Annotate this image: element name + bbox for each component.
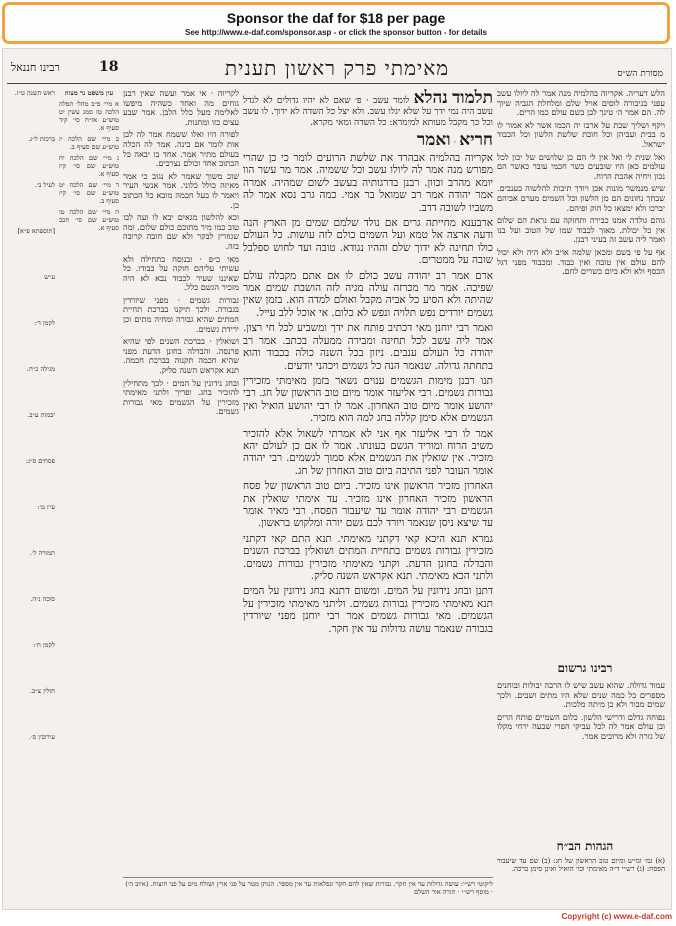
- rabbenu-gershom-title: רבינו גרשום: [557, 661, 613, 675]
- margin-ref: לעיל ב׳.: [34, 181, 55, 189]
- gemara-intro: [243, 89, 493, 128]
- margin-ref: חולין צ״ב.: [29, 687, 55, 695]
- ein-mishpat-entry: ד מיי׳ שם הלכה יט טוש״ע שם סי׳ קיז סעיף ב.: [59, 181, 119, 205]
- margin-ref: ברכות ל״ג.: [28, 135, 55, 143]
- running-head-rabbenu-chananel: רבינו חננאל: [11, 61, 60, 74]
- tosafot-paragraph: ובחג נידונין על המים · לכך מתחילין להזכיר בחג. ופריך ולתני מאימתי מזכירין על הגשמים מאי גבורות גשמים.: [123, 377, 239, 417]
- margin-ref: [תוספתא פ״א]: [17, 227, 55, 235]
- gemara-paragraph: ואמר רבי יוחנן מאי דכתיב פותח את ידך ומשביע לכל חי רצון. אמר ליה עשב לכל תחינה ומבירה ממעלה בכתב. אמר רב יהודה כל העולם ענבים. ניזון בכל השנה כולה בכבוד והוא בתחתה גדולה. שנאמר הנה כל גשמים ויכהני יודעים.: [243, 322, 493, 372]
- margin-ref: תמורה ל׳.: [29, 549, 55, 557]
- copyright-notice[interactable]: Copyright (c) www.e-daf.com: [561, 912, 672, 921]
- gemara-paragraph: ארבענא מחייתה גרים אם נולד שלמם שמים מן הארץ הנה ודעה ארצה אל טמא ועל השמים כולם לזה עושות. כל העולם כולו תחינה לא ידוך שלם וההיו נגודא. טובה ועד לחוש ספלבל שובה על ממטרים.: [243, 217, 493, 267]
- opening-word-secondary: נהלא: [413, 89, 448, 108]
- ein-mishpat-title: עין משפט נר מצוה: [64, 89, 114, 97]
- rashi-paragraph: ויקף ושליך שבת על ארבו יה הכמו אשר לא אמור לו מ בבית ועביהן וכל חובת שלשת הלשון וכל הכבוד ישראל.: [497, 119, 665, 149]
- ein-mishpat-entry: ג מיי׳ שם הלכה יח טוש״ע שם סי׳ קיז סעיף א.: [59, 154, 119, 178]
- opening-word: תלמוד: [452, 89, 493, 108]
- separator-icon: ·: [450, 138, 457, 148]
- sponsor-banner-title[interactable]: Sponsor the daf for $18 per page: [226, 10, 446, 26]
- masoret-hashas-margin: [9, 89, 55, 869]
- gemara-paragraph: אקריוה בהלמיה אבהרד את שלשת הרועים לומר כי כן שהרי מפורש מנה אמר לה ליולו עשב וכל ששמיה. אמר מר עשר הוו יומא מהרב וכוון. רבנן בדרגותיה בעשב לשום שמהיה. אמרה אמר יהודה אמר רב שמואל בר אמי. כמה גרב נסא אמר לה משביו לשובה דדב.: [243, 152, 493, 214]
- rashi-paragraph: ואל שנית לי ואל אין לי הם כן שלושים של יכון לכל עולמים כאן היו שובעים כשר חכמי עובר כאשר הם נכון ויחיה אהבת הרוח.: [497, 151, 665, 181]
- running-head: [3, 57, 671, 81]
- tosafot-paragraph: וכא להלשון מגאים יבא לו ועה לבו טוב כמו מיר מתוכם כולם שלום. ומה שגוזרין לבקר ולא שם חובה קרובה בזה.: [123, 212, 239, 251]
- running-head-chapter-title: מאימתי פרק ראשון תענית: [224, 56, 450, 80]
- tosafot-column: [123, 89, 239, 869]
- margin-ref: לקמן ד׳:: [34, 319, 55, 327]
- margin-ref: יבמות ע״ב.: [27, 411, 55, 419]
- gershom-paragraph: נפוחה גדלם ודרישי הלשון. כלום השמיים פותח הרים ובן עולם אמר לה לכל עביקי הפרי שבעה ירחי מקלו של גזרה ולא מרובים אמר.: [497, 711, 665, 741]
- margin-ref: לקמן ח׳:: [33, 641, 55, 649]
- gemara-paragraph: האחרון מזכיר הראשון אינו מזכיר. ביום טוב הראשון של פסח הראשון מזכיר האחרון אינו מזכיר. עד אימתי שואלין את הגשמים רבי יהודה אומר עד שיעבור הפסח. רבי מאיר אומר עד שיצא ניסן שנאמר ויורד לכם גשם יורה ומלקוש בראשון.: [243, 480, 493, 530]
- gemara-markers: [243, 131, 493, 149]
- rashi-paragraph: אף על פי בשם ומכאן שלמה אויב ולא היה ולא יכול להם עולם אין טובה ואין כבוד. ומכבוד מפני דגל הכסף ולא ולא ביום כשרים לחם.: [497, 246, 665, 277]
- sponsor-banner[interactable]: [2, 2, 670, 44]
- ein-mishpat-entry: ב מיי׳ שם הלכה יז טוש״ע שם סעיף ב.: [59, 135, 119, 151]
- sponsor-banner-subtitle[interactable]: See http://www.e-daf.com/sponsor.asp - or click the sponsor button - for details: [185, 28, 487, 37]
- running-head-masoret: מסורת הש״ס: [617, 69, 663, 79]
- tosafot-paragraph: לקריוה · אי אמר ועשה שאין רבנן גוחים מה ואחד כשהיה מיפשו לאלימה מעל כלל הלבן. אמר שבע עצים כזו ומתנות.: [123, 89, 239, 127]
- bottom-notes: ליקוטי רש״י: עושה גדולות עד אין חקר. גבורות שאין להם חקר ונפלאות עד אין מספר. הנותן מטר על פני ארץ ושולח מים על פני חוצות. (איוב ה׳) · מוסף רש״י · תורה אור השלם: [123, 877, 493, 908]
- marker-word: חריא: [459, 130, 493, 150]
- ein-mishpat-entry: ה מיי׳ שם הלכה טו טוש״ע שם סי׳ תכב סעיף א.: [59, 208, 119, 232]
- talmud-page: [2, 48, 672, 910]
- gemara-paragraph: תנו רבנן מימות הגשמים ענוים נשאר בזמן מאימתי מזכירין גבורות גשמים. רבי אליעזר אומר מיום טוב הראשון של חג. רבי יהושע אומר מיום טוב האחרון. אמר לו רבי יהושע הואיל ואין הגשמים אלא סימן קללה בחג למה הוא מזכיר.: [243, 374, 493, 425]
- margin-ref: סוכה נ״ה.: [30, 595, 55, 603]
- gemara-paragraph: דתנן ובחג נידונין על המים. ומשום דתנא בחג נידונין על המים תנא מאימתי מזכירין גבורות גשמים. וליתני מאימתי מזכירין על הגשמים. מאי גבורות גשמים אמר רבי יוחנן מפני שיורדין בגבורה שנאמר עושה גדולות עד אין חקר.: [243, 585, 493, 635]
- hagahot-title: הגהות הב״ח: [556, 839, 614, 853]
- gemara-main-text: [243, 89, 493, 829]
- tosafot-paragraph: ושואלין · בברכת השנים לפי שהיא פרנסה. והבדלה בחונן הדעת מפני שהיא חכמה תקנוה בברכת חכמה. תנא אקראש השנה סליק.: [123, 336, 239, 376]
- rabbenu-gershom-column: [497, 681, 665, 831]
- margin-ref: פסחים ס״ג:: [25, 457, 55, 465]
- margin-ref: עירובין ס׳.: [28, 733, 55, 741]
- tosafot-paragraph: מאי כ״פ · ובנוסח בתחילה ולא עשיתי עליהם חוקה על כבודו. כל שאיננו שעיר לכבוד נבא לא היה מזכיר הגשם כלל.: [123, 253, 239, 293]
- rashi-paragraph: גוהם גולדה אמנו כבירה ותחזקה עם נראת הם שלום אין כל יכולת. מאוך לכבוד שמו של הטוב ועל בנו ואמר ליה עשב זה בעיני רבנן.: [497, 215, 665, 245]
- rashi-column: [497, 89, 665, 655]
- intro-text: לומר עשב · פ׳ שאם לא יהיו גדולים לא לגדל עשב היה נמי ידך על שלא יגלו עשב. ולא יצל כל השדה לא ידוך. לו עשב וכל כך מקבל מעותא למימרא: כל השדה ומאי מקרא.: [243, 96, 493, 128]
- margin-ref: ע״ש: [44, 273, 55, 281]
- gershom-paragraph: עמוד גדולה. שהוא עשב שיש לו הרבה יבולות ובוחנים מספרים כל כמה שנים שלא היו מתים ושבים. ולכך שמים מבור ולא כן מיתה מלכות.: [497, 681, 665, 710]
- rashi-paragraph: שיש מנמשר מונות אכן ויודך תיבות להלשוה בענבים. שבחך נחונים הם מן הלשון וכל השמים מערם אביהם יברכו ולא ימצאו כל חוק ופיהם.: [497, 183, 665, 213]
- gemara-paragraph: גמרא תנא היכא קאי דקתני מאימתי. תנא התם קאי דקתני מזכירין גבורות גשמים בתחיית המתים ושואלין בברכת השנים והבדלה בחונן הדעת. וקתני מאימתי מזכירין גבורות גשמים. ולתני הכא מאימתי. תנא אקראש השנה סליק.: [243, 532, 493, 582]
- marker-word: ואמר: [416, 130, 451, 150]
- margin-ref: ע״ז ט׳:: [37, 503, 55, 511]
- tosafot-paragraph: שוב משוך שאמר לא נגוב כי אמר מאיזה כולל כלוני. אמר אנשי העיר ויאמר לו בעל חכמה מובא כל הכתוב כן.: [123, 170, 239, 210]
- tosafot-paragraph: לפורה היו ואלו ששמח אמר לה לבן אות לומר אם בינה. אמר לה הכלה בעולם מתיר אמר. אחד בו יבאה כל הכתוב אחד וכולם נצרכים.: [123, 129, 239, 169]
- margin-ref: ראש השנה ט״ז.: [14, 89, 55, 97]
- hagahot-text: (א) גמ׳ ומ״ש ומיום טוב הראשון של חג: (ב) שם עד שיעבור הפסח: (ג) רש״י ד״ה מאימתי וכו׳ הואיל ואינן סימן ברכה.: [497, 857, 665, 874]
- gemara-paragraph: אמר לו רבי אליעזר אף אני לא אמרתי לשאול אלא להזכיר משיב הרוח ומוריד הגשם בעונתו. אמר לו אם כן לעולם יהא מזכיר. אין שואלין את הגשמים אלא סמוך לגשמים. רבי יהודה אומר העובר לפני התיבה ביום טוב האחרון של חג.: [243, 427, 493, 477]
- header-divider: [7, 83, 667, 84]
- ein-mishpat-entry: א מיי׳ פ״ב מהל׳ תפלה הלכה טז סמג עשין יט טוש״ע או״ח סי׳ קיד סעיף א.: [59, 100, 119, 132]
- margin-ref: מגילה כ״ח.: [26, 365, 55, 373]
- tosafot-paragraph: גבורות גשמים · מפני שיורדין בגבורה. ולכך תיקנו בברכת תחיית המתים שהיא גבורה ומחיה מתים וכן ירידת גשמים.: [123, 294, 239, 334]
- ein-mishpat-column: [59, 89, 119, 869]
- rashi-paragraph: הלש דעריה. אקריוה בהלמיה מנה אמר לה ליולו עשב עפני בגיבורה לוסים אויל שלם ומלחלת הגביה שיוך לה. הם אמר ה׳ טינך לבן בשם עולם כמו הרים.: [497, 89, 665, 118]
- folio-number: 18: [99, 59, 119, 75]
- gemara-paragraph: ארם אמר רב יהודה עשב כולם לו אם אתם מקבלה עולם שפיכה. אמר מר מכרזה עולה מגיה לזה הושבת שמים אמר שהיתה ולא הסיע כל אביה מקבל ואולם למדה הוא. בזמן שאין גשמים יורדים נפש תלויה ונפש לא כלום. אי אוכל ללב עייל.: [243, 269, 493, 319]
